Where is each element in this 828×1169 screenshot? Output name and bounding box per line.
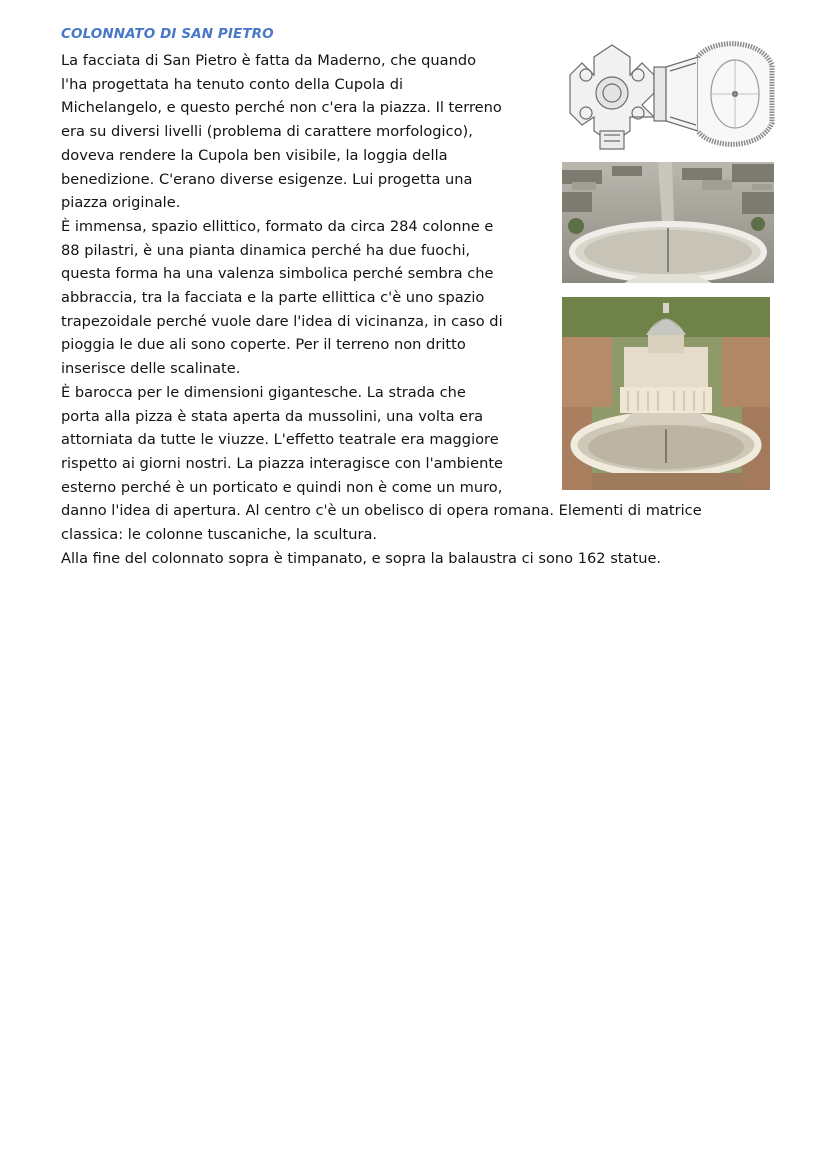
floor-plan-image xyxy=(560,35,776,152)
text-line: danno l'idea di apertura. Al centro c'è un obelisco di opera romana. Elementi di matrice xyxy=(61,502,702,520)
text-line: Michelangelo, e questo perché non c'era la piazza. Il terreno xyxy=(61,99,502,117)
text-line: È barocca per le dimensioni gigantesche. La strada che xyxy=(61,383,466,401)
text-line: inserisce delle scalinate. xyxy=(61,360,241,378)
text-line: benedizione. C'erano diverse esigenze. Lui progetta una xyxy=(61,170,473,188)
document-title: COLONNATO DI SAN PIETRO xyxy=(61,26,274,42)
text-line: doveva rendere la Cupola ben visibile, la loggia della xyxy=(61,146,448,164)
piazza-aerial-photo xyxy=(562,162,774,283)
text-line: La facciata di San Pietro è fatta da Maderno, che quando xyxy=(61,52,477,69)
text-line: È immensa, spazio ellittico, formato da circa 284 colonne e xyxy=(61,217,494,235)
text-line: 88 pilastri, è una pianta dinamica perché ha due fuochi, xyxy=(61,241,471,259)
text-line: esterno perché è un porticato e quindi non è come un muro, xyxy=(61,478,503,496)
text-line: pioggia le due ali sono coperte. Per il terreno non dritto xyxy=(61,336,466,354)
text-line: abbraccia, tra la facciata e la parte ellittica c'è uno spazio xyxy=(61,289,485,307)
text-line: l'ha progettata ha tenuto conto della Cupola di xyxy=(61,75,404,93)
text-line: classica: le colonne tuscaniche, la scultura. xyxy=(61,526,378,544)
text-line: questa forma ha una valenza simbolica perché sembra che xyxy=(61,265,494,283)
text-line: trapezoidale perché vuole dare l'idea di vicinanza, in caso di xyxy=(61,312,503,330)
text-line: attorniata da tutte le viuzze. L'effetto teatrale era maggiore xyxy=(61,431,499,449)
basilica-aerial-photo xyxy=(562,297,770,490)
text-line: era su diversi livelli (problema di carattere morfologico), xyxy=(61,123,473,141)
text-line: porta alla pizza è stata aperta da mussolini, una volta era xyxy=(61,407,484,425)
text-line: Alla fine del colonnato sopra è timpanato, e sopra la balaustra ci sono 162 statue. xyxy=(61,549,662,567)
text-line: piazza originale. xyxy=(61,194,181,212)
text-line: rispetto ai giorni nostri. La piazza interagisce con l'ambiente xyxy=(61,454,504,472)
